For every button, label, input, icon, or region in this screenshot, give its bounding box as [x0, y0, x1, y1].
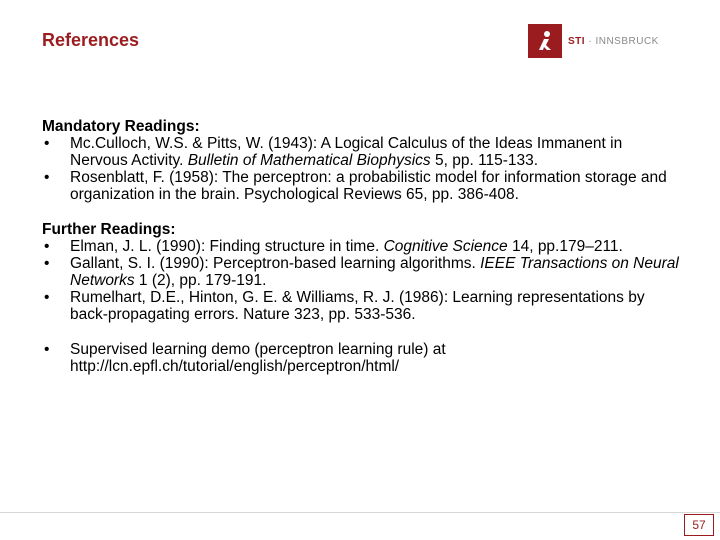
logo-separator: · [585, 35, 596, 47]
sti-innsbruck-logo [528, 24, 659, 58]
list-item [42, 135, 682, 169]
slide-title: References [42, 30, 140, 50]
ref-text: Mc.Culloch, W.S. & Pitts, W. (1943): A Logical Calculus of the Ideas Immanent in Nervous Activity. [70, 135, 623, 169]
ref-journal: Bulletin of Mathematical Biophysics [187, 152, 431, 169]
ref-journal: Cognitive Science [383, 238, 508, 255]
mandatory-list [42, 135, 682, 203]
ref-text: Gallant, S. I. (1990): Perceptron-based learning algorithms. [70, 255, 481, 272]
further-heading: Further Readings: [42, 221, 176, 238]
slide-number: 57 [684, 514, 714, 536]
sti-logo-icon [528, 24, 562, 58]
bullet: • [44, 341, 50, 358]
list-item [42, 238, 682, 255]
references-content [42, 118, 682, 375]
list-item [42, 255, 682, 289]
demo-text: Supervised learning demo (perceptron learning rule) at http://lcn.epfl.ch/tutorial/english/perceptron/html/ [70, 341, 446, 375]
demo-item [42, 341, 682, 375]
ref-journal: IEEE Transactions on Neural Networks [70, 255, 679, 289]
ref-details: 14, pp.179–211. [507, 238, 623, 255]
ref-text: Rumelhart, D.E., Hinton, G. E. & Williams, R. J. (1986): Learning representations by back-propagating errors. Nature 323, pp. 533-536. [70, 289, 645, 323]
list-item [42, 289, 682, 323]
ref-details: 5, pp. 115-133. [430, 152, 539, 169]
demo-list [42, 341, 682, 375]
bullet: • [44, 238, 50, 255]
mandatory-heading: Mandatory Readings: [42, 118, 200, 135]
list-item [42, 169, 682, 203]
bullet: • [44, 135, 50, 152]
footer-divider [0, 512, 720, 513]
logo-brand: STI [568, 35, 586, 47]
ref-text: Rosenblatt, F. (1958): The perceptron: a probabilistic model for information storage and organization in the brain. Psychological Reviews 65, pp. 386-408. [70, 169, 667, 203]
bullet: • [44, 255, 50, 272]
bullet: • [44, 169, 50, 186]
ref-text: Elman, J. L. (1990): Finding structure in time. [70, 238, 384, 255]
further-list [42, 238, 682, 323]
bullet: • [44, 289, 50, 306]
logo-text [568, 36, 659, 47]
ref-details: 1 (2), pp. 179-191. [134, 272, 267, 289]
logo-city: INNSBRUCK [595, 35, 659, 47]
